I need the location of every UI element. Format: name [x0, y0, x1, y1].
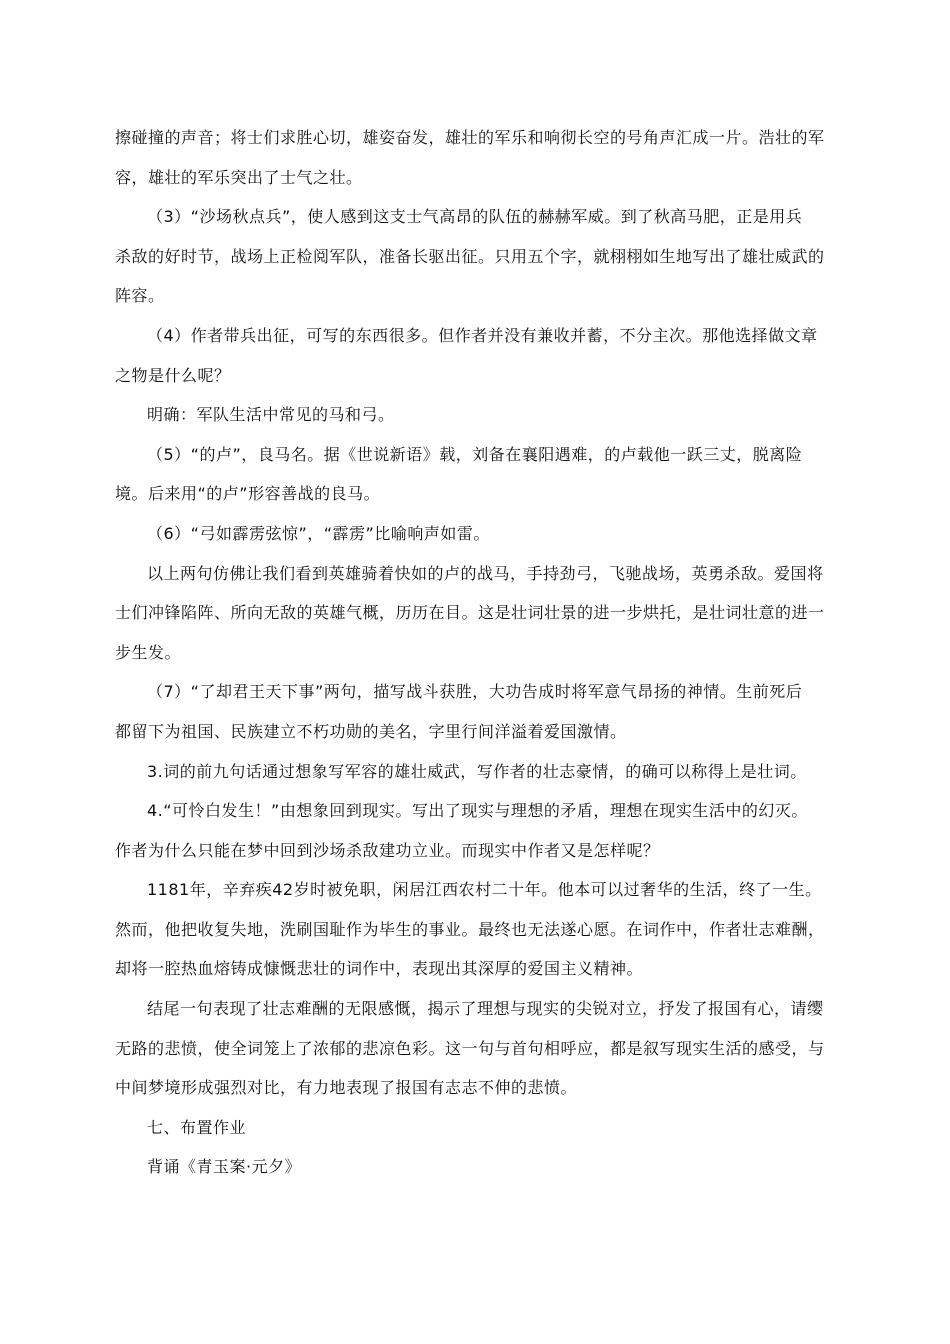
paragraph-line: 境。后来用“的卢”形容善战的良马。	[115, 484, 381, 504]
paragraph-line: 步生发。	[115, 642, 182, 662]
paragraph-line: 无路的悲愤，使全词笼上了浓郁的悲凉色彩。这一句与首句相呼应，都是叙写现实生活的感受，与	[115, 1038, 825, 1058]
paragraph-line: （3）“沙场秋点兵”，使人感到这支士气高昂的队伍的赫赫军威。到了秋高马肥，正是用兵	[147, 207, 803, 227]
paragraph-line: 士们冲锋陷阵、所向无敌的英雄气概，历历在目。这是壮词壮景的进一步烘托，是壮词壮意的进一	[115, 603, 825, 623]
paragraph-line: 都留下为祖国、民族建立不朽功勋的美名，字里行间洋溢着爱国激情。	[115, 721, 627, 741]
paragraph-line: 背诵《青玉案·元夕》	[147, 1157, 302, 1177]
body-text	[115, 118, 840, 1187]
paragraph-line: 然而，他把收复失地，洗刷国耻作为毕生的事业。最终也无法遂心愿。在词作中，作者壮志难酬，	[115, 919, 825, 939]
paragraph-line: 容，雄壮的军乐突出了士气之壮。	[115, 167, 363, 187]
paragraph-line: 以上两句仿佛让我们看到英雄骑着快如的卢的战马，手持劲弓，飞驰战场，英勇杀敌。爱国将	[147, 563, 824, 583]
paragraph-line: 作者为什么只能在梦中回到沙场杀敌建功立业。而现实中作者又是怎样呢？	[115, 840, 660, 860]
paragraph-line: 4.“可怜白发生！”由想象回到现实。写出了现实与理想的矛盾，理想在现实生活中的幻灭。	[147, 801, 808, 821]
paragraph-line: 明确：军队生活中常见的马和弓。	[147, 405, 395, 425]
paragraph-line: 擦碰撞的声音；将士们求胜心切，雄姿奋发，雄壮的军乐和响彻长空的号角声汇成一片。浩壮的军	[115, 128, 825, 147]
paragraph-line: 阵容。	[115, 286, 165, 306]
paragraph-line: 杀敌的好时节，战场上正检阅军队，准备长驱出征。只用五个字，就栩栩如生地写出了雄壮威武的	[115, 246, 825, 266]
paragraph-line: 结尾一句表现了壮志难酬的无限感慨，揭示了理想与现实的尖锐对立，抒发了报国有心，请缨	[147, 999, 824, 1019]
paragraph-line: （5）“的卢”，良马名。据《世说新语》载，刘备在襄阳遇难，的卢载他一跃三丈，脱离险	[147, 444, 803, 464]
paragraph-line: 之物是什么呢？	[115, 365, 231, 385]
paragraph-line: （4）作者带兵出征，可写的东西很多。但作者并没有兼收并蓄，不分主次。那他选择做文章	[147, 325, 818, 345]
paragraph-line: （7）“了却君王天下事”两句，描写战斗获胜，大功告成时将军意气昂扬的神情。生前死后	[147, 682, 803, 702]
paragraph-line: 1181年，辛弃疾42岁时被免职，闲居江西农村二十年。他本可以过奢华的生活，终了一生。	[147, 880, 822, 900]
paragraph-line: 中间梦境形成强烈对比，有力地表现了报国有志志不伸的悲愤。	[115, 1078, 578, 1098]
paragraph-line: （6）“弓如霹雳弦惊”，“霹雳”比喻响声如雷。	[147, 523, 490, 543]
paragraph-line: 3.词的前九句话通过想象写军容的雄壮威武，写作者的壮志豪情，的确可以称得上是壮词。	[147, 761, 807, 781]
paragraph-line: 却将一腔热血熔铸成慷慨悲壮的词作中，表现出其深厚的爱国主义精神。	[115, 959, 644, 979]
paragraph-line: 七、布置作业	[147, 1117, 247, 1137]
